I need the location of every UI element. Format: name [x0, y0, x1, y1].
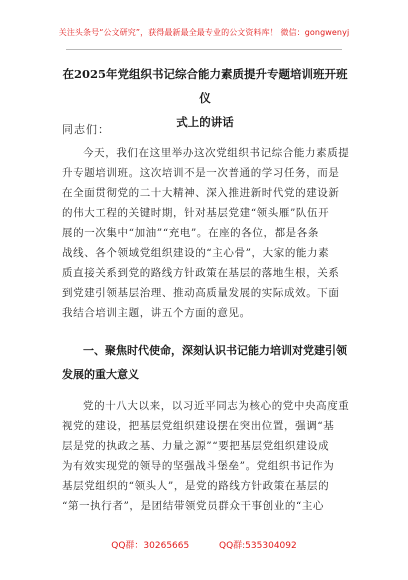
paragraph-intro	[62, 143, 350, 323]
title-line-2: 式上的讲话	[176, 115, 234, 129]
salutation: 同志们：	[62, 123, 110, 136]
paragraph-line: 到党建引领基层治理、推动高质量发展的实际成效。下面	[62, 287, 340, 299]
page-footer	[0, 538, 408, 551]
paragraph-line: 的伟大工程的关键时期，针对基层党建“领头雁”队伍开	[62, 207, 330, 219]
heading-line: 一、聚焦时代使命，深刻认识书记能力培训对党建引领	[83, 344, 347, 357]
paragraph-line: 战线、各个领域党组织建设的“主心骨”，大家的能力素	[62, 247, 330, 259]
paragraph-line: 升专题培训班。这次培训不是一次普通的学习任务，而是	[62, 167, 340, 179]
paragraph-line: 党的十八大以来，以习近平同志为核心的党中央高度重	[83, 400, 350, 412]
heading-line: 发展的重大意义	[62, 368, 139, 381]
footer-qq-group-2: QQ群:535304092	[218, 541, 297, 551]
promo-banner: 关注头条号“公文研究”，获得最新最全最专业的公文资料库！ 微信：gongwenyj	[58, 28, 350, 37]
footer-qq-group-1: QQ群：30265665	[111, 541, 190, 551]
header-divider	[66, 49, 342, 50]
paragraph-line: 为有效实现党的领导的坚强战斗堡垒”。党组织书记作为	[62, 460, 335, 472]
paragraph-line: 质直接关系到党的路线方针政策在基层的落地生根，关系	[62, 267, 340, 279]
paragraph-line: 展的一次集中“加油”“充电”。在座的各位，都是各条	[62, 227, 319, 239]
title-line-1: 在2025年党组织书记综合能力素质提升专题培训班开班仪	[62, 67, 348, 105]
paragraph-line: 视党的建设，把基层党组织建设摆在突出位置，强调“基	[62, 420, 335, 432]
paragraph-line: 基层党组织的“领头人”，是党的路线方针政策在基层的	[62, 480, 330, 492]
paragraph-line: 今天，我们在这里举办这次党组织书记综合能力素质提	[83, 147, 350, 159]
paragraph-line: 层是党的执政之基、力量之源”“要把基层党组织建设成	[62, 440, 330, 452]
paragraph-line: “第一执行者”，是团结带领党员群众干事创业的“主心	[62, 500, 325, 512]
section-heading-1	[62, 339, 347, 387]
paragraph-section-1	[62, 396, 350, 516]
paragraph-line: 在全面贯彻党的二十大精神、深入推进新时代党的建设新	[62, 187, 340, 199]
paragraph-line: 我结合培训主题，讲五个方面的意见。	[62, 307, 251, 319]
